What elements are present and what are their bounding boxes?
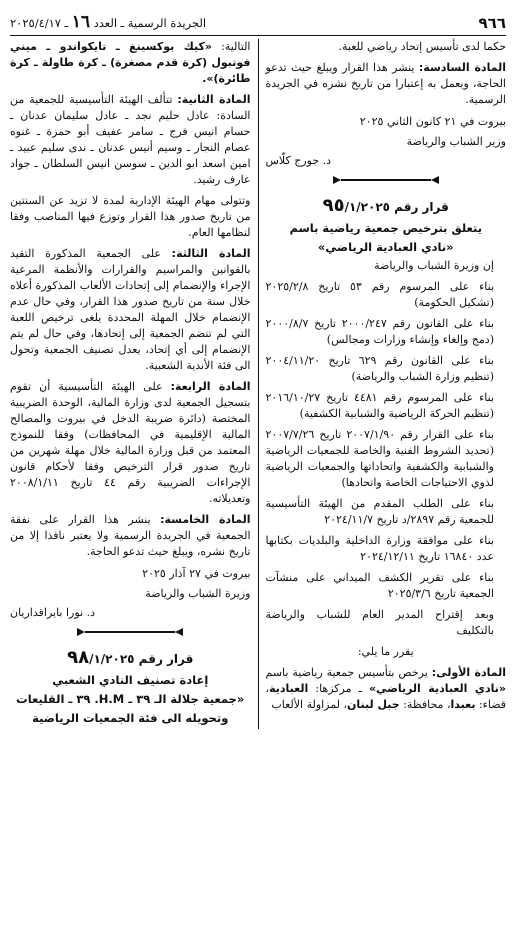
decision-label: قرار رقم <box>394 200 449 214</box>
running-header <box>10 12 206 32</box>
games-list <box>10 39 251 87</box>
date-line: بيروت في ٢١ كانون الثاني ٢٠٢٥ <box>359 115 506 128</box>
running-date: ـ ٢٠٢٥/٤/١٧ <box>10 16 69 30</box>
article-text: تتألف الهيئة التأسيسية للجمعية من السادة: عادل حليم نجد ـ عادل سليمان عدنان ـ حسام انيس فرج ـ سامر عفيف أبو حمزة ـ غنوه عصام النجار ـ وسيم أنيس عدنان ـ ندى سليم عبيد ـ امين اسعد ابو الدين ـ سوسن انيس السلطان ـ جواد عارف رشيد. <box>10 93 251 186</box>
page-header <box>10 8 506 36</box>
section-divider <box>266 173 507 187</box>
minister-signature: د. نورا بايراقداريان <box>10 606 95 619</box>
recital: بناء على المرسوم رقم ٥٣ تاريخ ٢٠٢٥/٢/٨ (تشكيل الحكومة) <box>265 280 494 309</box>
recital: بناء على القانون رقم ٢٠٠٠/٢٤٧ تاريخ ٢٠٠٠/٨/٧ (دمج وإلغاء وإنشاء وزارات ومجالس) <box>265 317 494 346</box>
decision-95-title <box>266 195 507 216</box>
article-label: المادة الخامسة: <box>160 513 251 526</box>
place-name: بعبدا <box>450 698 476 711</box>
place-name: جبل لبنان <box>347 698 400 711</box>
article-6 <box>266 60 507 108</box>
decision-number: ٩٥ <box>322 195 345 216</box>
recital: بناء على القانون رقم ٦٢٩ تاريخ ٢٠٠٤/١١/٢٠ (تنظيم وزارة الشباب والرياضة) <box>265 354 494 383</box>
article-2 <box>10 92 251 188</box>
minister-signature: د. جورج كلّاس <box>265 154 332 167</box>
decision-number: ٩٨ <box>67 647 90 668</box>
games-prefix: التالية: <box>211 40 251 53</box>
decision-95-name: «نادي العبادية الرياضي» <box>317 240 454 254</box>
recital: بناء على موافقة وزارة الداخلية والبلديات بكتابها عدد ١٦٨٤٠ تاريخ ٢٠٢٤/١٢/١١ <box>265 534 494 563</box>
recital: بناء على تقرير الكشف الميداني على منشآت الجمعية تاريخ ٢٠٢٥/٣/٦ <box>265 571 494 600</box>
games-names: «كيك بوكسينغ ـ تايكواندو ـ ميني فوتبول (كرة قدم مصغرة) ـ كرة طاولة ـ كرة طائرة)». <box>10 40 251 85</box>
place-name: العبادية <box>269 682 309 695</box>
club-name: «نادي العبادية الرياضي» <box>368 682 506 695</box>
running-prefix: الجريدة الرسمية ـ العدد <box>93 16 207 30</box>
recital: بناء على المرسوم رقم ٤٤٨١ تاريخ ٢٠١٦/١٠/٢٧ (تنظيم الحركة الرياضية والشبابية الكشفية) <box>265 391 494 420</box>
decision-95-subject: يتعلق بترخيص جمعية رياضية باسم <box>289 221 483 235</box>
article-text: ـ مركزها: <box>308 682 369 695</box>
right-column <box>266 39 507 729</box>
decision-98-name: «جمعية جلالة الـ ٣٩ ـ H.M. ٣٩ ـ القليعات <box>16 692 245 706</box>
decides: يقرر ما يلي: <box>357 645 414 658</box>
left-column <box>10 39 251 729</box>
article-text: يرخص بتأسيس جمعية رياضية باسم <box>265 666 432 679</box>
article-text: على الهيئة التأسيسية أن تقوم بتسجيل الجمعية لدى وزارة المالية، الوحدة الضريبية المختصة (دائرة ضريبة الدخل في بيروت والمصالح المالية الإقليمية في المحافظات) وفقا للنموذج المعتمد من قبل وزارة المالية خلال مهلة شهرين من تاريخ صدور قرار الترخيص وفقا لأحكام قانون الإجراءات الضريبية رقم ٤٤ تاريخ ٢٠٠٨/١/١١ وتعديلاته. <box>10 380 251 505</box>
date-line: بيروت في ٢٧ آذار ٢٠٢٥ <box>142 567 251 580</box>
column-divider <box>258 39 259 729</box>
article-text: ، لمزاولة الألعاب <box>271 698 348 711</box>
columns <box>10 39 506 729</box>
article-label: المادة الرابعة: <box>170 380 251 393</box>
recital: وبعد إقتراح المدير العام للشباب والرياضة بالتكليف <box>265 608 494 637</box>
paragraph: حكما لدى تأسيس إتحاد رياضي للعبة. <box>338 40 506 53</box>
decision-label: قرار رقم <box>138 652 194 666</box>
decision-98-line3: وتحويله الى فئة الجمعيات الرياضية <box>32 711 229 725</box>
article-5 <box>10 512 251 560</box>
minister-title: وزير الشباب والرياضة <box>406 135 506 148</box>
article-label: المادة السادسة: <box>418 61 506 74</box>
decision-98-title <box>10 647 251 668</box>
intro: إن وزيرة الشباب والرياضة <box>374 259 494 272</box>
article-3 <box>10 246 251 374</box>
article-4 <box>10 379 251 507</box>
term-paragraph: وتتولى مهام الهيئة الإدارية لمدة لا تزيد عن السنتين من تاريخ صدور هذا القرار وتوزع فيها المناصب وفقا لنظامها العام. <box>10 194 251 239</box>
article-1 <box>266 665 507 713</box>
issue-number: ١٦ <box>71 12 90 32</box>
minister-title: وزيرة الشباب والرياضة <box>145 587 251 600</box>
recital: بناء على القرار رقم ٢٠٠٧/١/٩٠ تاريخ ٢٠٠٧/٧/٢٦ (تحديد الشروط الفنية والخاصة للجمعيات الرياضية والشبابية والكشفية واتحاداتها والجمعيات الرياضية لذوي الاحتياجات الخاصة واتحادها) <box>265 428 494 489</box>
article-label: المادة الأولى: <box>431 666 506 679</box>
recital: بناء على الطلب المقدم من الهيئة التأسيسية للجمعية رقم ٢٨٩٧/د تاريخ ٢٠٢٤/١١/٧ <box>265 497 494 526</box>
article-text: ينشر هذا القرار على نفقة الجمعية في الجريدة الرسمية ولا يعتبر نافذا إلا من تاريخ نشره، ويبلغ حيث تدعو الحاجة. <box>10 513 251 558</box>
article-label: المادة الثالثة: <box>171 247 251 260</box>
article-text: ، محافظة: <box>399 698 451 711</box>
page-number: ٩٦٦ <box>478 14 506 32</box>
decision-date: /١/٢٠٢٥ <box>89 652 135 666</box>
article-text: ، قضاء: <box>265 682 506 711</box>
article-label: المادة الثانية: <box>177 93 251 106</box>
article-text: ينشر هذا القرار ويبلغ حيث تدعو الحاجة، ويعمل به إعتبارا من تاريخ نشره في الجريدة الرسمية. <box>265 61 506 106</box>
section-divider <box>10 625 251 639</box>
article-text: على الجمعية المذكورة التقيد بالقوانين والمراسيم والقرارات والأنظمة المرعية الإجراء والإنضمام إلى إتحادات الألعاب المذكورة أعلاه خلال سنة من تاريخ صدور هذا القرار، وفي حال عدم الإنضمام خلال المهلة المحددة يلغى ترخيص اللعبة التي لم تنضم الجمعية إلى إتحادها، وفي حال لم يتم الإنضمام إلى أي إتحاد، يعدل تصنيف الجمعية وتحول الى فئة الأندية الشعبية. <box>10 247 251 372</box>
decision-date: /١/٢٠٢٥ <box>344 200 390 214</box>
decision-98-subject: إعادة تصنيف النادي الشعبي <box>52 673 209 687</box>
